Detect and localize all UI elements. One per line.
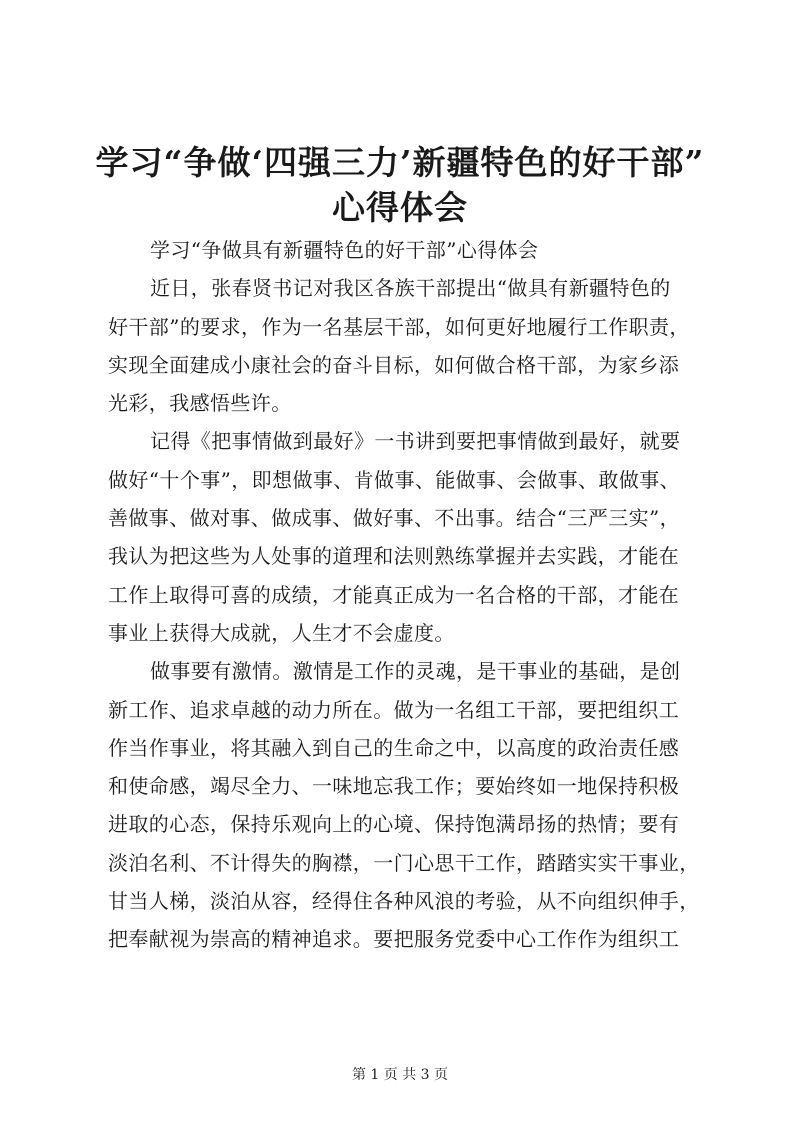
paragraph-line: 好干部”的要求，作为一名基层干部，如何更好地履行工作职责， [108,314,690,339]
paragraph-line: 作当作事业，将其融入到自己的生命之中，以高度的政治责任感 [108,735,680,760]
document-title-line1: 学习“争做‘四强三力’新疆特色的好干部” [95,143,705,182]
paragraph-line: 记得《把事情做到最好》一书讲到要把事情做到最好，就要 [150,429,681,454]
paragraph-line: 做事要有激情。激情是工作的灵魂，是干事业的基础，是创 [150,659,681,684]
paragraph-line: 做好“十个事”，即想做事、肯做事、能做事、会做事、敢做事、 [108,467,681,492]
paragraph-line: 工作上取得可喜的成绩，才能真正成为一名合格的干部，才能在 [108,582,680,607]
document-body [108,231,698,959]
paragraph-line: 和使命感，竭尽全力、一味地忘我工作；要始终如一地保持积极 [108,774,680,799]
paragraph-line: 甘当人梯，淡泊从容，经得住各种风浪的考验，从不向组织伸手， [108,889,700,914]
paragraph-line: 进取的心态，保持乐观向上的心境、保持饱满昂扬的热情；要有 [108,812,680,837]
paragraph-line: 我认为把这些为人处事的道理和法则熟练掌握并去实践，才能在 [108,544,680,569]
document-title-line2: 心得体会 [332,188,468,227]
paragraph-line: 把奉献视为崇高的精神追求。要把服务党委中心工作作为组织工 [108,927,680,952]
subtitle: 学习“争做具有新疆特色的好干部”心得体会 [150,238,539,262]
paragraph-line: 光彩，我感悟些许。 [108,391,292,416]
paragraph-line: 近日，张春贤书记对我区各族干部提出“做具有新疆特色的 [150,276,671,301]
page-number-footer: 第 1 页 共 3 页 [351,1067,449,1083]
paragraph-line: 善做事、做对事、做成事、做好事、不出事。结合“三严三实”， [108,506,681,531]
paragraph-line: 实现全面建成小康社会的奋斗目标，如何做合格干部，为家乡添 [108,352,680,377]
paragraph-line: 淡泊名利、不计得失的胸襟，一门心思干工作，踏踏实实干事业， [108,850,700,875]
paragraph-line: 新工作、追求卓越的动力所在。做为一名组工干部，要把组织工 [108,697,680,722]
paragraph-line: 事业上获得大成就，人生才不会虚度。 [108,620,455,645]
